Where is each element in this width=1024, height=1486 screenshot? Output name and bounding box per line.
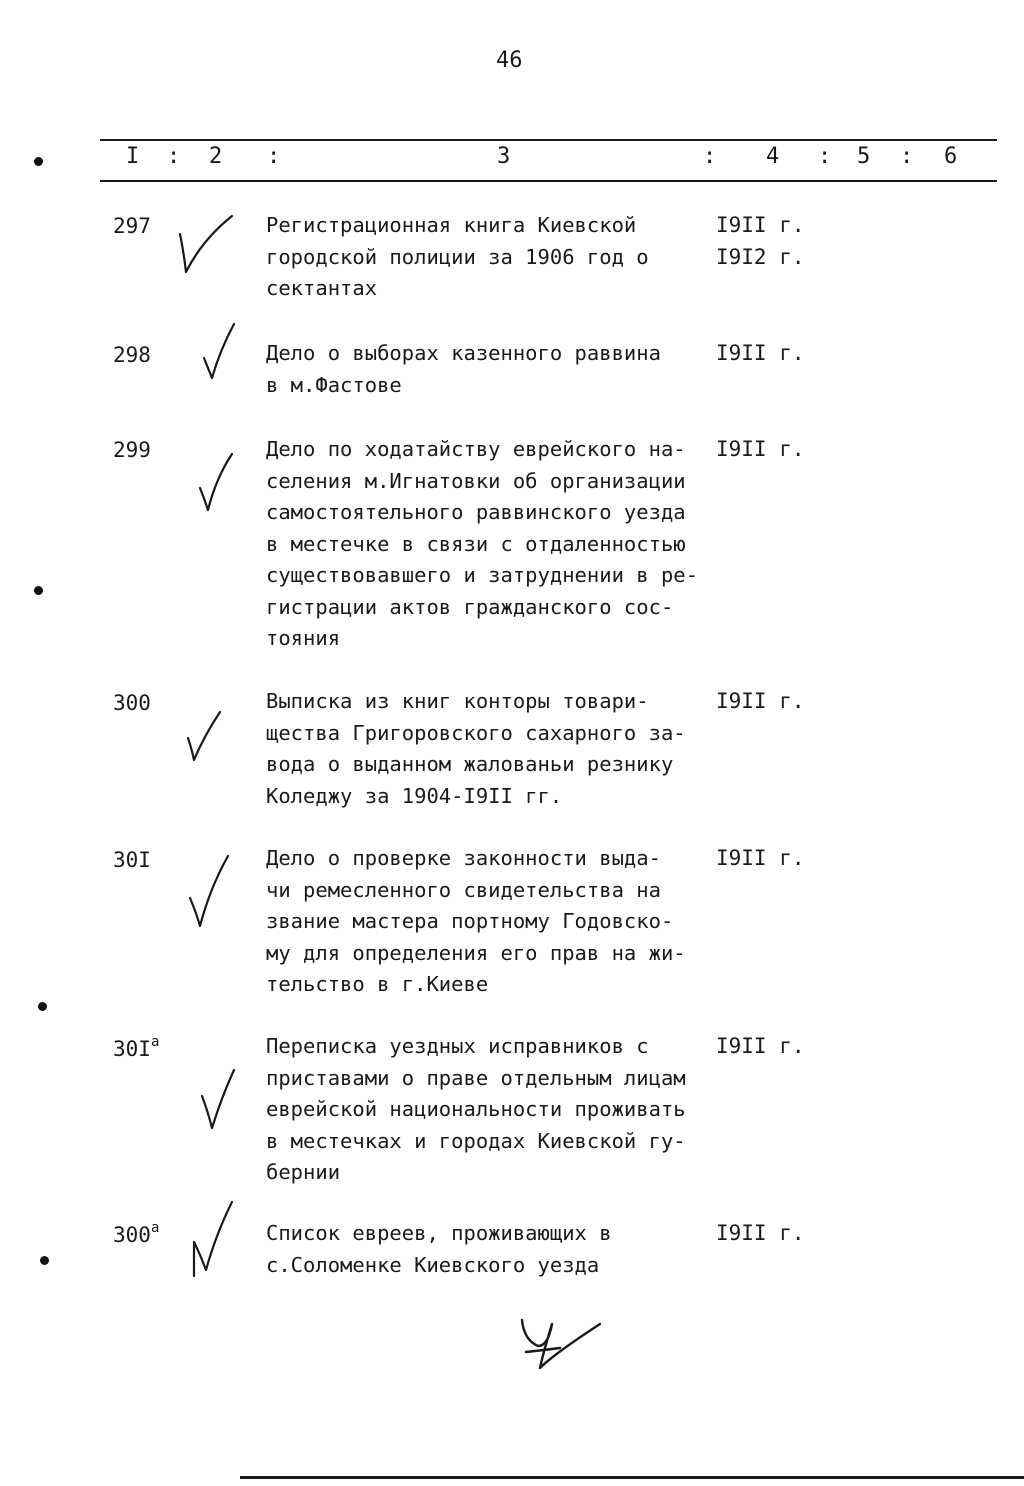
column-separator: : xyxy=(818,144,832,169)
handwritten-signature xyxy=(514,1310,610,1382)
row-number-value: 300 xyxy=(113,691,151,715)
row-number-value: 299 xyxy=(113,438,151,462)
binding-hole-mark xyxy=(34,586,43,595)
binding-hole-mark xyxy=(40,1256,49,1265)
row-date: I9II г. xyxy=(716,437,805,461)
check-mark-icon xyxy=(176,212,236,278)
page-number: 46 xyxy=(496,48,523,73)
check-mark-icon xyxy=(184,708,226,766)
row-description: Выписка из книг конторы товари- щества Григоровского сахарного за- вода о выданном жалованьи резнику Коледжу за 1904-I9II гг. xyxy=(266,689,686,808)
row-number xyxy=(113,213,151,238)
check-mark-icon xyxy=(198,1066,240,1132)
row-number-value: 300 xyxy=(113,1223,151,1247)
row-number xyxy=(113,1222,159,1247)
binding-hole-mark xyxy=(34,157,43,166)
table-top-rule xyxy=(100,139,997,141)
column-separator: : xyxy=(267,144,281,169)
scan-bottom-edge xyxy=(240,1476,1024,1479)
row-number-superscript: а xyxy=(150,1034,160,1050)
column-header-6: 6 xyxy=(944,144,958,169)
row-date: I9II г. xyxy=(716,846,805,870)
row-number-superscript: а xyxy=(150,1220,160,1236)
row-description: Дело о проверке законности выда- чи ремесленного свидетельства на звание мастера портному Годовско- му для определения его прав на жи- тельство в г.Киеве xyxy=(266,846,686,996)
row-date: I9II г. xyxy=(716,1034,805,1058)
row-number-value: 297 xyxy=(113,214,151,238)
check-mark-icon xyxy=(198,322,242,382)
check-mark-icon xyxy=(196,452,240,514)
column-header-5: 5 xyxy=(857,144,871,169)
row-description: Дело о выборах казенного раввина в м.Фастове xyxy=(266,341,661,397)
row-description: Переписка уездных исправников с приставами о праве отдельным лицам еврейской национальности проживать в местечках и городах Киевской гу- бернии xyxy=(266,1034,686,1184)
row-number-value: 30I xyxy=(113,1037,151,1061)
row-description: Регистрационная книга Киевской городской полиции за 1906 год о сектантах xyxy=(266,213,649,300)
column-header-3: 3 xyxy=(497,144,511,169)
binding-hole-mark xyxy=(38,1002,47,1011)
check-mark-icon xyxy=(186,852,234,930)
column-header-2: 2 xyxy=(209,144,223,169)
column-header-1: I xyxy=(126,144,140,169)
column-separator: : xyxy=(703,144,717,169)
table-header-bottom-rule xyxy=(100,180,997,182)
check-mark-icon xyxy=(188,1198,238,1282)
row-date: I9II г. I9I2 г. xyxy=(716,213,805,269)
row-number xyxy=(113,437,151,462)
row-date: I9II г. xyxy=(716,341,805,365)
row-number-value: 298 xyxy=(113,343,151,367)
row-number xyxy=(113,342,151,367)
row-number xyxy=(113,847,151,872)
row-number-value: 30I xyxy=(113,848,151,872)
column-separator: : xyxy=(167,144,181,169)
row-description: Список евреев, проживающих в с.Соломенке Киевского уезда xyxy=(266,1221,612,1277)
row-number xyxy=(113,1036,159,1061)
row-number xyxy=(113,690,151,715)
row-date: I9II г. xyxy=(716,1221,805,1245)
column-separator: : xyxy=(900,144,914,169)
row-description: Дело по ходатайству еврейского на- селения м.Игнатовки об организации самостоятельного раввинского уезда в местечке в связи с отдаленностью существовавшего и затруднении в ре- гистрации актов гражданского сос- тояния xyxy=(266,437,698,650)
row-date: I9II г. xyxy=(716,689,805,713)
column-header-4: 4 xyxy=(766,144,780,169)
